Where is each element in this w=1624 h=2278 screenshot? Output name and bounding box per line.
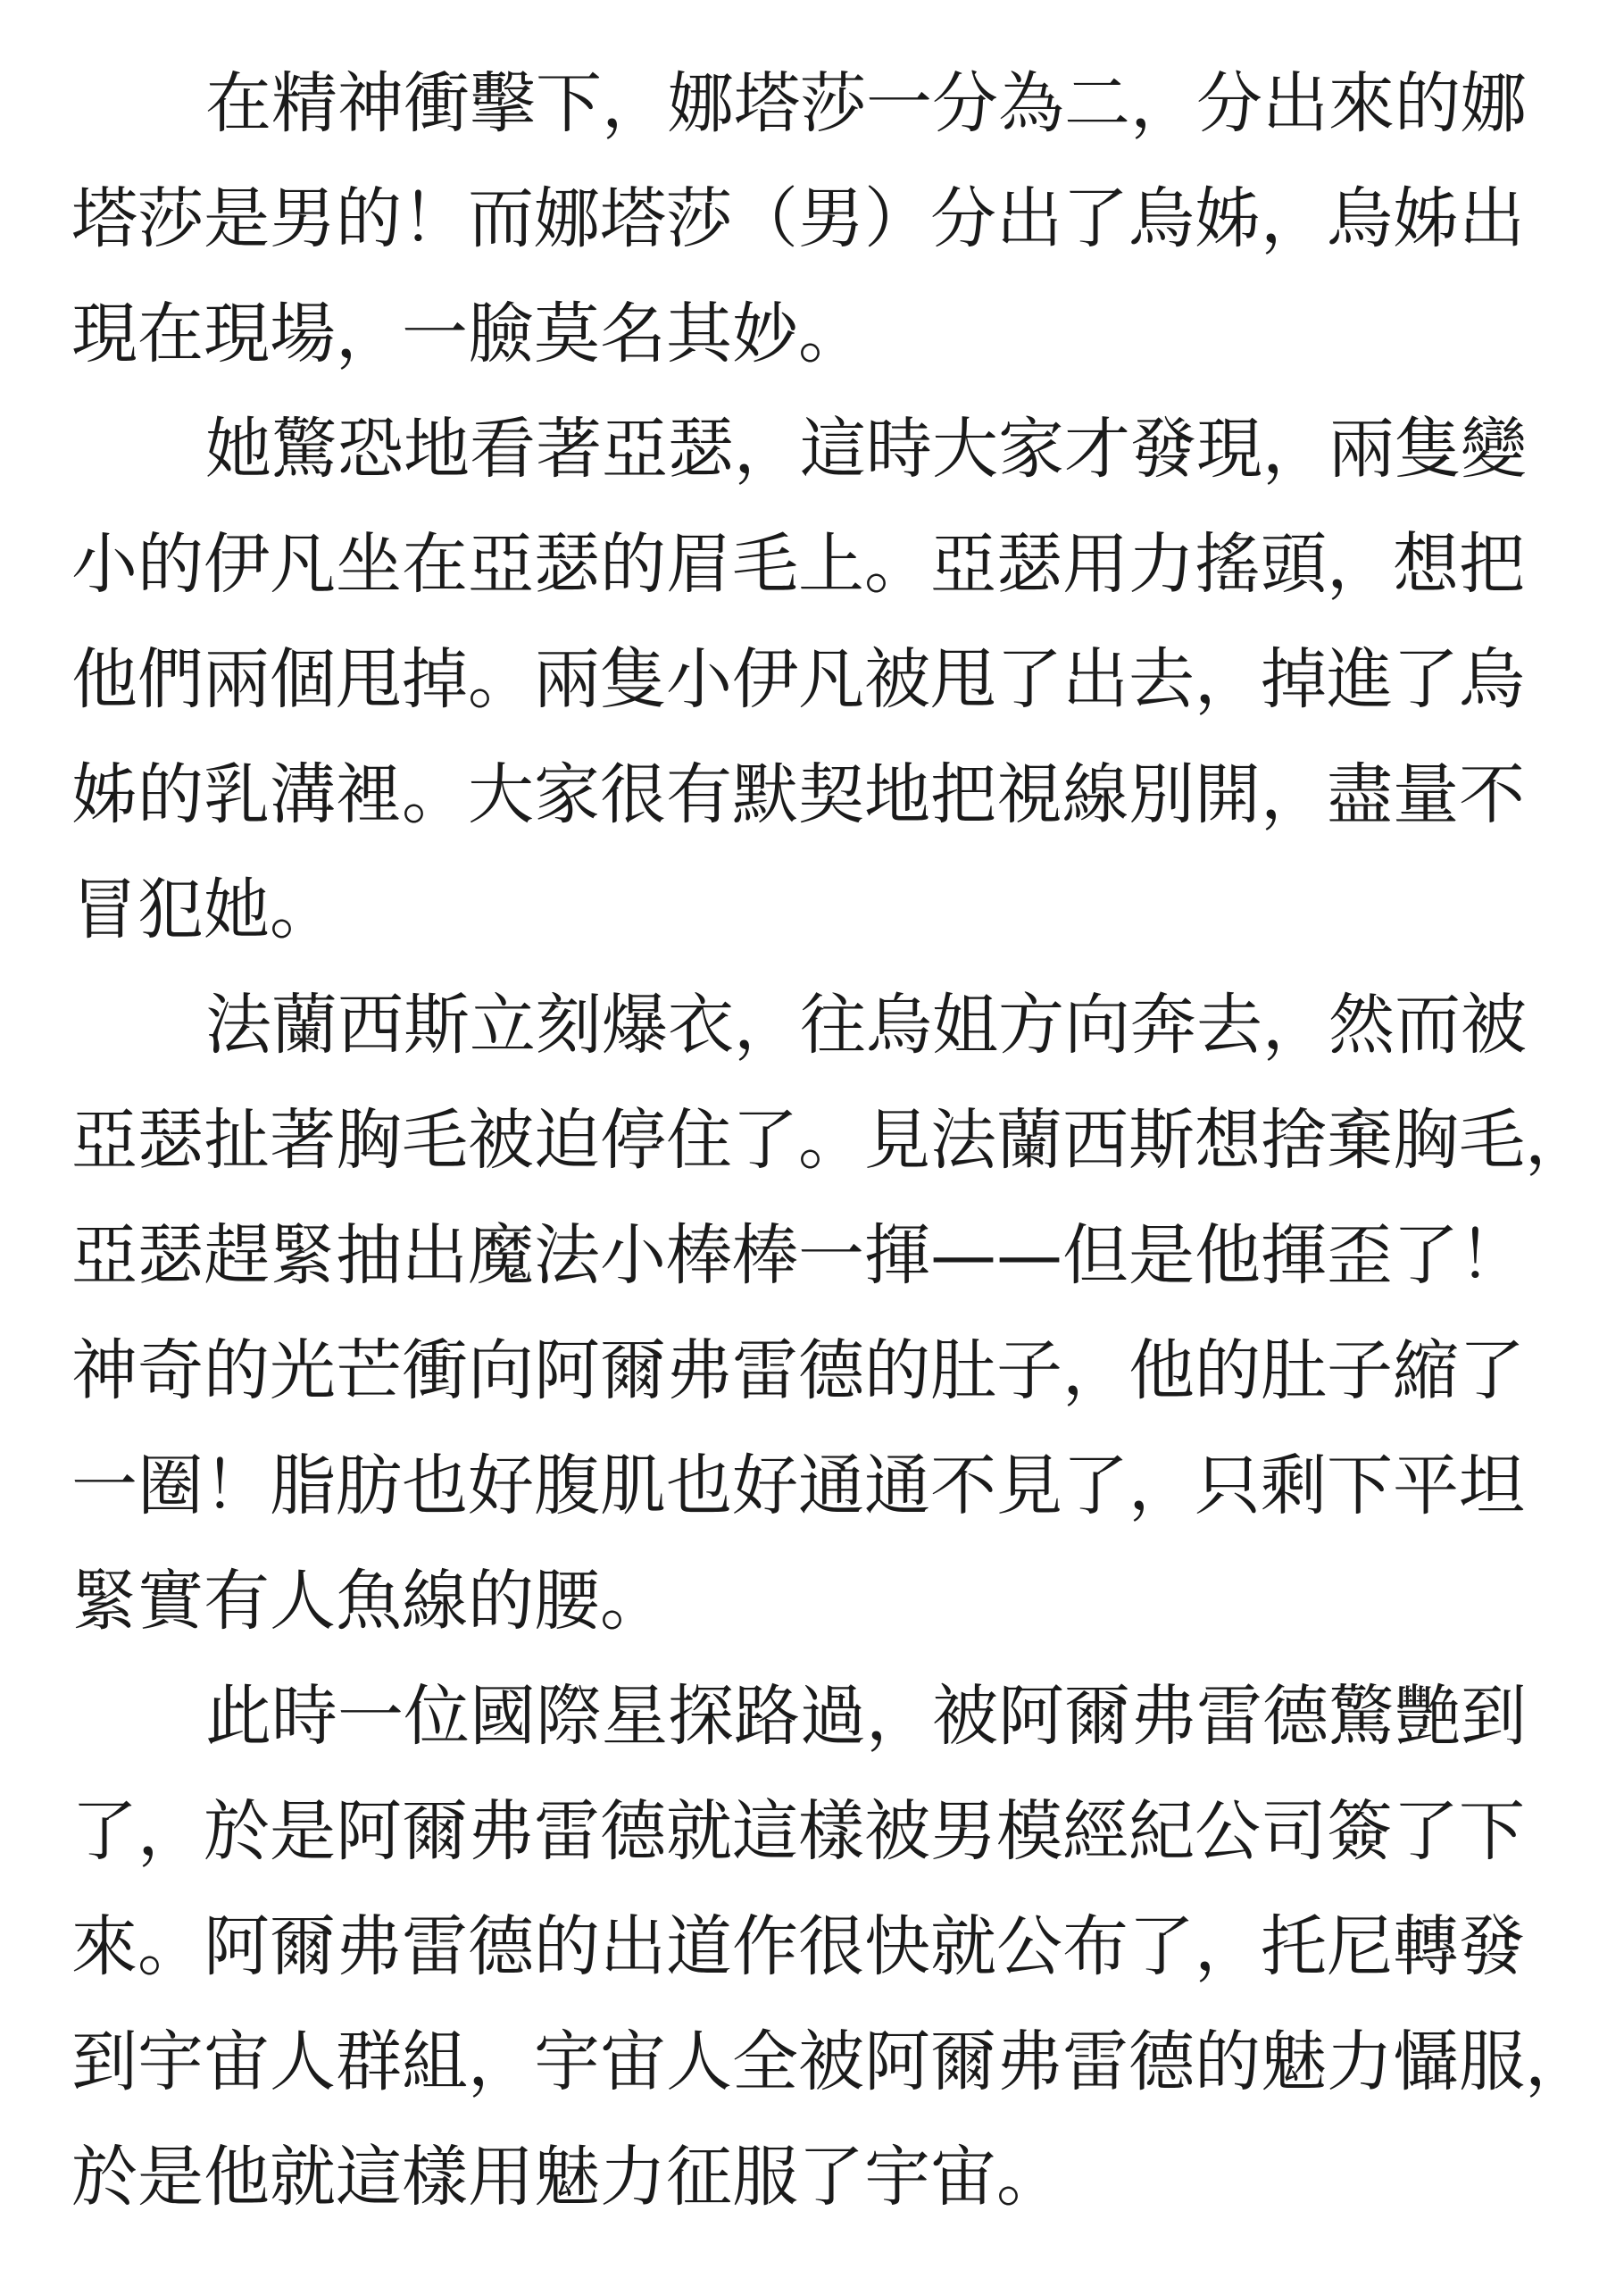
text-line: 小的伊凡坐在亞瑟的眉毛上。亞瑟用力搖頭，想把: [71, 526, 1525, 603]
text-line: 他們兩個甩掉。兩隻小伊凡被甩了出去，掉進了烏: [71, 641, 1525, 718]
story-text: [71, 46, 1624, 2235]
text-line: 她驚恐地看著亞瑟，這時大家才發現，兩隻變: [205, 411, 1527, 488]
paragraph-4: [71, 1659, 1624, 2235]
text-line: 一圈！脂肪也好腹肌也好通通不見了，只剩下平坦: [71, 1448, 1525, 1524]
paragraph-1: [71, 46, 1624, 392]
text-line: 冒犯她。: [71, 872, 336, 948]
text-line: 塔莎是男的！而娜塔莎（男）分出了烏姊，烏姊出: [71, 180, 1525, 257]
text-line: 亞瑟趕緊抽出魔法小棒棒一揮——但是他揮歪了！: [71, 1217, 1525, 1294]
text-line: 在精神衝擊下，娜塔莎一分為二，分出來的娜: [205, 65, 1527, 142]
text-line: 神奇的光芒衝向阿爾弗雷德的肚子，他的肚子縮了: [71, 1332, 1525, 1409]
text-line: 現在現場，一臉莫名其妙。: [71, 296, 864, 372]
text-line: 來。阿爾弗雷德的出道作很快就公布了，托尼轉發: [71, 1908, 1525, 1985]
text-line: 亞瑟扯著胸毛被迫停住了。見法蘭西斯想捨棄胸毛，: [71, 1102, 1591, 1179]
text-line: 法蘭西斯立刻爆衣，往烏姐方向奔去，然而被: [205, 987, 1527, 1064]
text-line: 緊實有人魚線的腰。: [71, 1563, 666, 1640]
text-line: 了，於是阿爾弗雷德就這樣被男模經紀公司簽了下: [71, 1793, 1525, 1870]
text-line: 姊的乳溝裡。大家很有默契地把視線別開，盡量不: [71, 756, 1525, 833]
paragraph-2: [71, 392, 1624, 968]
text-line: 到宇宙人群組，宇宙人全被阿爾弗雷德的魅力懾服，: [71, 2023, 1591, 2100]
text-line: 於是他就這樣用魅力征服了宇宙。: [71, 2139, 1062, 2215]
paragraph-3: [71, 968, 1624, 1659]
text-line: 此時一位國際星探路過，被阿爾弗雷德驚艷到: [205, 1678, 1527, 1755]
